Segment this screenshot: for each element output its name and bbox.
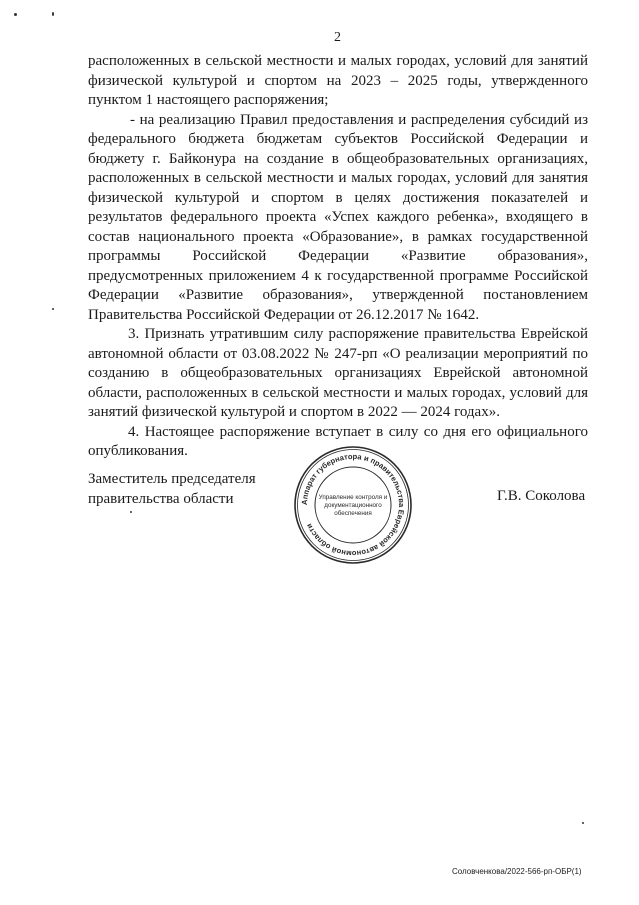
signatory-position-line2: правительства области [88,491,234,507]
paragraph-subsidy-rules: - на реализацию Правил предоставления и распределения субсидий из федерального бюджета бюджетам субъектов Российской Федерации и бюджету г. Байконура на создание в общеобразовательных организациях, расположенных в сельской местности и малых городах, условий для занятия физической культурой и спортом в целях достижения показателей и результатов федерального проекта «Успех каждого ребенка», входящего в состав национального проекта «Образование», в рамках государственной программы Российской Федерации «Развитие образования», предусмотренных приложением 4 к государственной программе Российской Федерации «Развитие образования», утвержденной постановлением Правительства Российской Федерации от 26.12.2017 № 1642. [88,111,588,323]
seal-ring-text: Аппарат губернатора и правительства Еврейской автономной области [299,451,407,559]
paragraph-item-4: 4. Настоящее распоряжение вступает в силу со дня его официального опубликования. [88,423,588,459]
document-reference-code: Соловченкова/2022-566-рп-ОБР(1) [452,867,582,876]
scan-speck [582,822,584,824]
seal-center-line3: обеспечения [334,510,372,517]
signatory-position-line1: Заместитель председателя [88,471,256,487]
scan-speck [52,308,54,310]
scan-speck [52,12,54,16]
scan-speck [14,13,17,16]
scan-speck [130,511,132,513]
seal-center-line2: документационного [324,502,382,509]
signatory-position [88,469,256,509]
seal-center-line1: Управление контроля и [318,494,388,501]
paragraph-item-3: 3. Признать утратившим силу распоряжение правительства Еврейской автономной области от 03.08.2022 № 247-рп «О реализации мероприятий по созданию в общеобразовательных организациях Еврейской автономной области, расположенных в сельской местности и малых городах, условий для занятий физической культурой и спортом в 2022 — 2024 годах». [88,326,588,420]
page-number: 2 [334,30,341,45]
signatory-name: Г.В. Соколова [497,488,586,504]
official-seal [293,445,413,565]
paragraph-continuation: расположенных в сельской местности и малых городах, условий для занятий физической культурой и спортом на 2023 – 2025 годы, утвержденного пунктом 1 настоящего распоряжения; [88,53,588,108]
document-body [88,52,588,462]
